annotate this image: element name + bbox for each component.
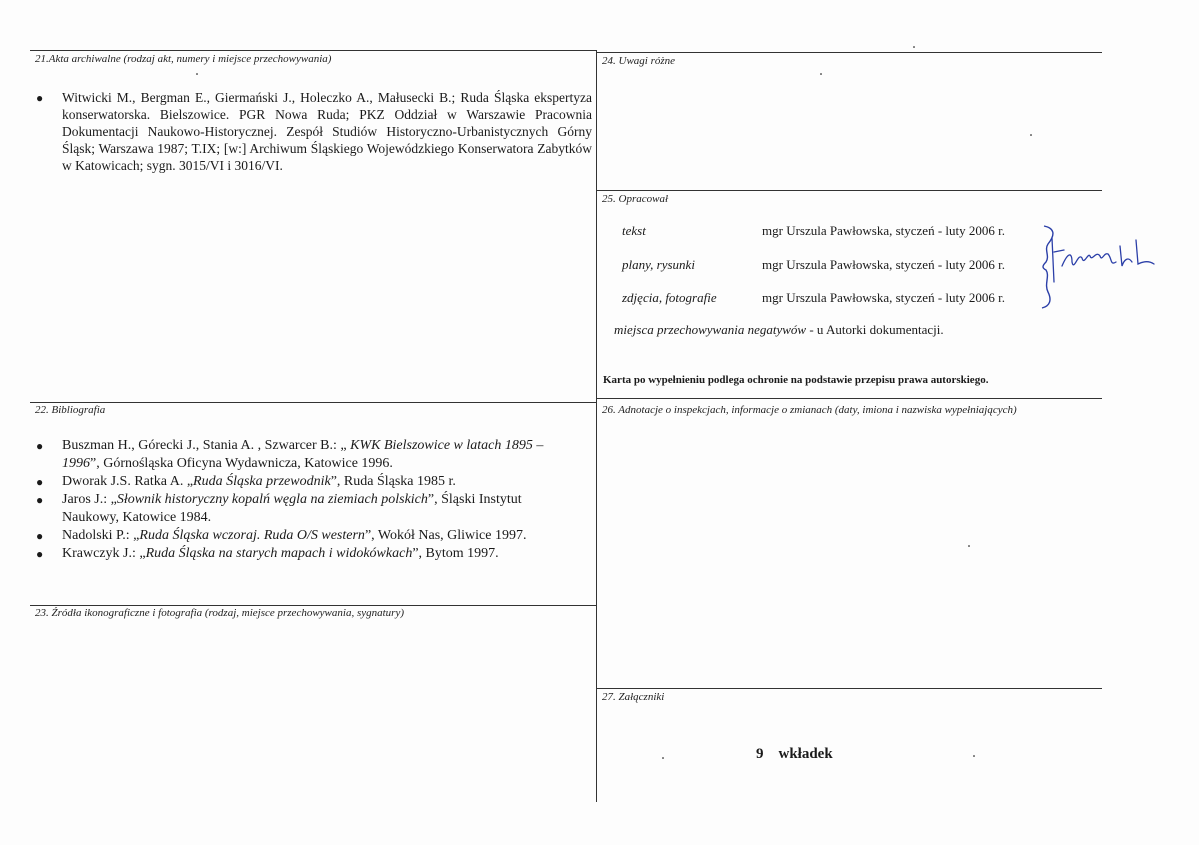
bibliography-publisher: ”, Górnośląska Oficyna Wydawnicza, Katowice 1996.: [90, 456, 393, 471]
paper-speck: [662, 757, 664, 759]
copyright-note: Karta po wypełnieniu podlega ochronie na podstawie przepisu prawa autorskiego.: [603, 374, 989, 386]
bibliography-item: [36, 473, 566, 491]
bibliography-publisher: ”, Śląski Instytut Naukowy, Katowice 1984.: [62, 492, 522, 525]
column-divider: [596, 50, 597, 802]
attachments-count: [756, 746, 833, 763]
bibliography-publisher: ”, Bytom 1997.: [412, 546, 499, 561]
section-26-title: 26. Adnotacje o inspekcjach, informacje o zmianach (daty, imiona i nazwiska wypełniających): [602, 404, 1017, 416]
bibliography-title: Ruda Śląska przewodnik: [193, 474, 331, 489]
rule-27-top: [596, 688, 1102, 689]
handwritten-signature-icon: [1052, 238, 1154, 282]
rule-23-top: [30, 605, 596, 606]
section-21-title: 21.Akta archiwalne (rodzaj akt, numery i miejsce przechowywania): [35, 53, 332, 65]
bullet-icon: ●: [36, 547, 44, 561]
section-27-title: 27. Załączniki: [602, 691, 665, 703]
bullet-icon: ●: [36, 493, 44, 507]
bibliography-author: Jaros J.: „: [62, 492, 117, 507]
role-value-text: mgr Urszula Pawłowska, styczeń - luty 2006 r.: [762, 223, 1005, 238]
paper-speck: [913, 46, 915, 48]
role-label-photos: zdjęcia, fotografie: [622, 290, 717, 305]
section-24-title: 24. Uwagi różne: [602, 55, 676, 67]
bibliography-author: Nadolski P.: „: [62, 528, 140, 543]
paper-speck: [1030, 134, 1032, 136]
role-label-plans: plany, rysunki: [622, 257, 695, 272]
bullet-icon: ●: [36, 529, 44, 543]
rule-top-left: [30, 50, 596, 51]
bibliography-publisher: ”, Ruda Śląska 1985 r.: [330, 474, 456, 489]
bibliography-author: Krawczyk J.: „: [62, 546, 146, 561]
negatives-label: miejsca przechowywania negatywów: [614, 322, 807, 337]
section-22-title: 22. Bibliografia: [35, 404, 106, 416]
rule-25-bottom: [596, 398, 1102, 399]
bibliography-author: Dworak J.S. Ratka A. „: [62, 474, 194, 489]
section-25-title: 25. Opracował: [602, 193, 668, 205]
bibliography-list: [36, 437, 566, 563]
role-value-plans: mgr Urszula Pawłowska, styczeń - luty 2006 r.: [762, 257, 1005, 272]
paper-speck: [196, 73, 198, 75]
bibliography-title: Słownik historyczny kopalń węgla na ziemiach polskich: [116, 492, 428, 507]
bibliography-item: [36, 491, 566, 527]
bibliography-title: Ruda Śląska na starych mapach i widokówkach: [145, 546, 413, 561]
negatives-value: - u Autorki dokumentacji.: [806, 322, 944, 337]
attachments-unit: wkładek: [778, 746, 833, 762]
bibliography-author: Buszman H., Górecki J., Stania A. , Szwarcer B.: „: [62, 438, 351, 453]
paper-speck: [968, 545, 970, 547]
paper-speck: [820, 73, 822, 75]
bullet-icon: ●: [36, 439, 44, 453]
bullet-icon: ●: [36, 475, 44, 489]
rule-top-right: [596, 52, 1102, 53]
bibliography-item: [36, 545, 566, 563]
role-value-photos: mgr Urszula Pawłowska, styczeń - luty 2006 r.: [762, 290, 1005, 305]
rule-22-top: [30, 402, 596, 403]
bibliography-title: KWK Bielszowice w latach 1895 – 1996: [62, 438, 544, 471]
archive-entry: Witwicki M., Bergman E., Giermański J., Holeczko A., Małusecki B.; Ruda Śląska ekspertyza konserwatorska. Bielszowice. PGR Nowa Ruda; PKZ Oddział w Warszawie Pracownia Dokumentacji Naukowo-Historycznej. Zespół Studiów Historyczno-Urbanistycznych Górny Śląsk; Warszawa 1987; T.IX; [w:] Archiwum Śląskiego Wojewódzkiego Konserwatora Zabytków w Katowicach; sygn. 3015/VI i 3016/VI.: [62, 90, 592, 173]
negatives-storage: [614, 322, 944, 338]
role-label-text: tekst: [622, 223, 646, 238]
rule-25-top: [596, 190, 1102, 191]
bibliography-item: [36, 527, 566, 545]
section-23-title: 23. Źródła ikonograficzne i fotografia (rodzaj, miejsce przechowywania, sygnatury): [35, 607, 404, 619]
attachments-number: 9: [756, 746, 764, 762]
bibliography-title: Ruda Śląska wczoraj. Ruda O/S western: [139, 528, 365, 543]
bibliography-item: [36, 437, 566, 473]
bibliography-publisher: ”, Wokół Nas, Gliwice 1997.: [364, 528, 527, 543]
paper-speck: [973, 755, 975, 757]
signature-bracket-icon: [1038, 222, 1178, 312]
bullet-icon: ●: [36, 91, 44, 105]
